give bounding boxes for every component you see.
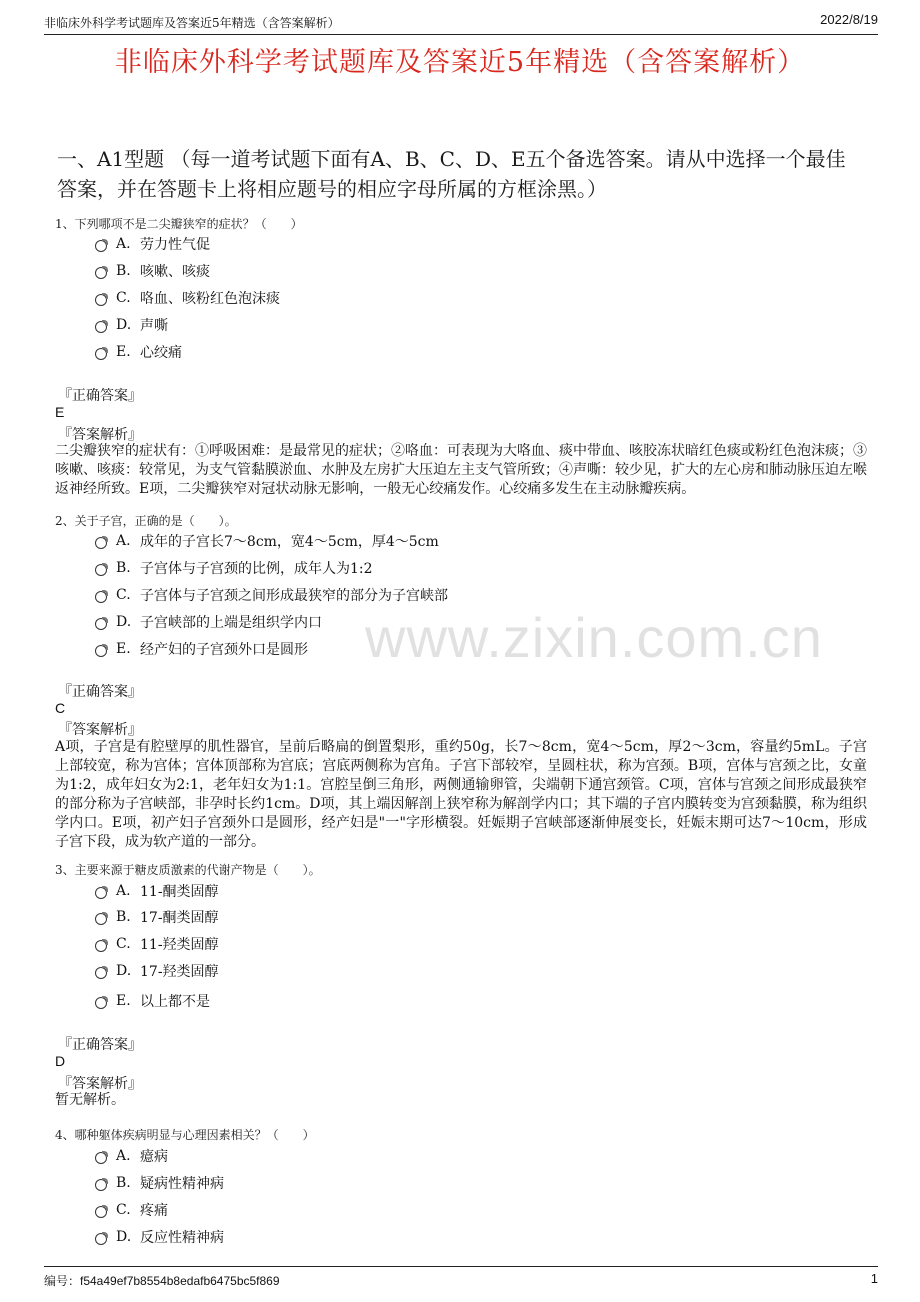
question-3-option-e[interactable]: E. 以上都不是 <box>95 991 210 1011</box>
question-2-option-a[interactable]: A. 成年的子宫长7～8cm，宽4～5cm，厚4～5cm <box>95 531 439 551</box>
watermark: www.zixin.com.cn <box>365 606 823 669</box>
radio-icon[interactable] <box>95 1233 107 1245</box>
radio-icon[interactable] <box>95 618 107 630</box>
question-1-option-b[interactable]: B. 咳嗽、咳痰 <box>95 261 210 281</box>
radio-icon[interactable] <box>95 967 107 979</box>
question-2-text: 2、关于子宫，正确的是（ ）。 <box>55 514 237 528</box>
correct-answer-label: 『正确答案』 <box>58 684 142 700</box>
question-3-analysis: 暂无解析。 <box>55 1092 125 1108</box>
page-number: 1 <box>870 1271 878 1286</box>
question-3-option-d[interactable]: D. 17-羟类固醇 <box>95 961 219 981</box>
radio-icon[interactable] <box>95 564 107 576</box>
section-heading: 一、A1型题 （每一道考试题下面有A、B、C、D、E五个备选答案。请从中选择一个最佳答案，并在答题卡上将相应题号的相应字母所属的方框涂黑。） <box>57 147 846 201</box>
document-id: 编号：f54a49ef7b8554b8edafb6475bc5f869 <box>44 1274 280 1288</box>
question-4-option-b[interactable]: B. 疑病性精神病 <box>95 1173 224 1193</box>
document-title: 非临床外科学考试题库及答案近5年精选（含答案解析） <box>114 47 806 78</box>
question-2-option-d[interactable]: D. 子宫峡部的上端是组织学内口 <box>95 612 322 632</box>
correct-answer-label: 『正确答案』 <box>58 388 142 404</box>
radio-icon[interactable] <box>95 240 107 252</box>
radio-icon[interactable] <box>95 645 107 657</box>
correct-answer-label: 『正确答案』 <box>58 1037 142 1053</box>
radio-icon[interactable] <box>95 591 107 603</box>
question-1-option-a[interactable]: A. 劳力性气促 <box>95 234 210 254</box>
radio-icon[interactable] <box>95 913 107 925</box>
question-1-text: 1、下列哪项不是二尖瓣狭窄的症状？（ ） <box>55 217 303 231</box>
radio-icon[interactable] <box>95 1179 107 1191</box>
radio-icon[interactable] <box>95 537 107 549</box>
radio-icon[interactable] <box>95 1206 107 1218</box>
analysis-label: 『答案解析』 <box>58 427 142 443</box>
question-4-option-d[interactable]: D. 反应性精神病 <box>95 1227 224 1247</box>
question-1-option-c[interactable]: C. 咯血、咳粉红色泡沫痰 <box>95 288 280 308</box>
question-2-option-c[interactable]: C. 子宫体与子宫颈之间形成最狭窄的部分为子宫峡部 <box>95 585 448 605</box>
radio-icon[interactable] <box>95 997 107 1009</box>
question-4-option-c[interactable]: C. 疼痛 <box>95 1200 168 1220</box>
analysis-label: 『答案解析』 <box>58 1076 142 1092</box>
question-2-answer: C <box>55 700 66 716</box>
question-4-option-a[interactable]: A. 癔病 <box>95 1146 168 1166</box>
radio-icon[interactable] <box>95 294 107 306</box>
question-1-answer: E <box>55 404 65 420</box>
question-2-option-b[interactable]: B. 子宫体与子宫颈的比例，成年人为1:2 <box>95 558 373 578</box>
question-3-option-c[interactable]: C. 11-羟类固醇 <box>95 934 219 954</box>
question-1-analysis: 二尖瓣狭窄的症状有：①呼吸困难：是最常见的症状；②咯血：可表现为大咯血、痰中带血、咳胶冻状暗红色痰或粉红色泡沫痰；③咳嗽、咳痰：较常见，为支气管黏膜淤血、水肿及左房扩大压迫左主支气管所致；④声嘶：较少见，扩大的左心房和肺动脉压迫左喉返神经所致。E项，二尖瓣狭窄对冠状动脉无影响，一般无心绞痛发作。心绞痛多发生在主动脉瓣疾病。 <box>55 443 867 497</box>
question-2-option-e[interactable]: E. 经产妇的子宫颈外口是圆形 <box>95 639 308 659</box>
header-doc-title: 非临床外科学考试题库及答案近5年精选（含答案解析） <box>44 16 340 30</box>
radio-icon[interactable] <box>95 348 107 360</box>
radio-icon[interactable] <box>95 940 107 952</box>
page-header <box>44 12 878 35</box>
question-2-analysis: A项，子宫是有腔壁厚的肌性器官，呈前后略扁的倒置梨形，重约50g，长7～8cm，宽4～5cm，厚2～3cm，容量约5mL。子宫上部较宽，称为宫体；宫体顶部称为宫底；宫底两侧称为宫角。子宫下部较窄，呈圆柱状，称为宫颈。B项，宫体与宫颈之比，女童为1:2，成年妇女为2:1，老年妇女为1:1。宫腔呈倒三角形，两侧通输卵管，尖端朝下通宫颈管。C项，宫体与宫颈之间形成最狭窄的部分称为子宫峡部，非孕时长约1cm。D项，其上端因解剖上狭窄称为解剖学内口；其下端的子宫内膜转变为宫颈黏膜，称为组织学内口。E项，初产妇子宫颈外口是圆形，经产妇是"一"字形横裂。妊娠期子宫峡部逐渐伸展变长，妊娠末期可达7～10cm，形成子宫下段，成为软产道的一部分。 <box>55 739 867 850</box>
header-date: 2022/8/19 <box>820 12 878 27</box>
question-3-answer: D <box>55 1053 66 1069</box>
radio-icon[interactable] <box>95 267 107 279</box>
question-3-option-a[interactable]: A. 11-酮类固醇 <box>95 881 219 901</box>
question-3-text: 3、主要来源于糖皮质激素的代谢产物是（ ）。 <box>55 863 321 877</box>
analysis-label: 『答案解析』 <box>58 722 142 738</box>
radio-icon[interactable] <box>95 321 107 333</box>
page-footer <box>44 1266 878 1291</box>
question-1-option-e[interactable]: E. 心绞痛 <box>95 342 182 362</box>
question-4-text: 4、哪种躯体疾病明显与心理因素相关？（ ） <box>55 1128 315 1142</box>
radio-icon[interactable] <box>95 887 107 899</box>
radio-icon[interactable] <box>95 1152 107 1164</box>
question-3-option-b[interactable]: B. 17-酮类固醇 <box>95 907 219 927</box>
question-1-option-d[interactable]: D. 声嘶 <box>95 315 168 335</box>
